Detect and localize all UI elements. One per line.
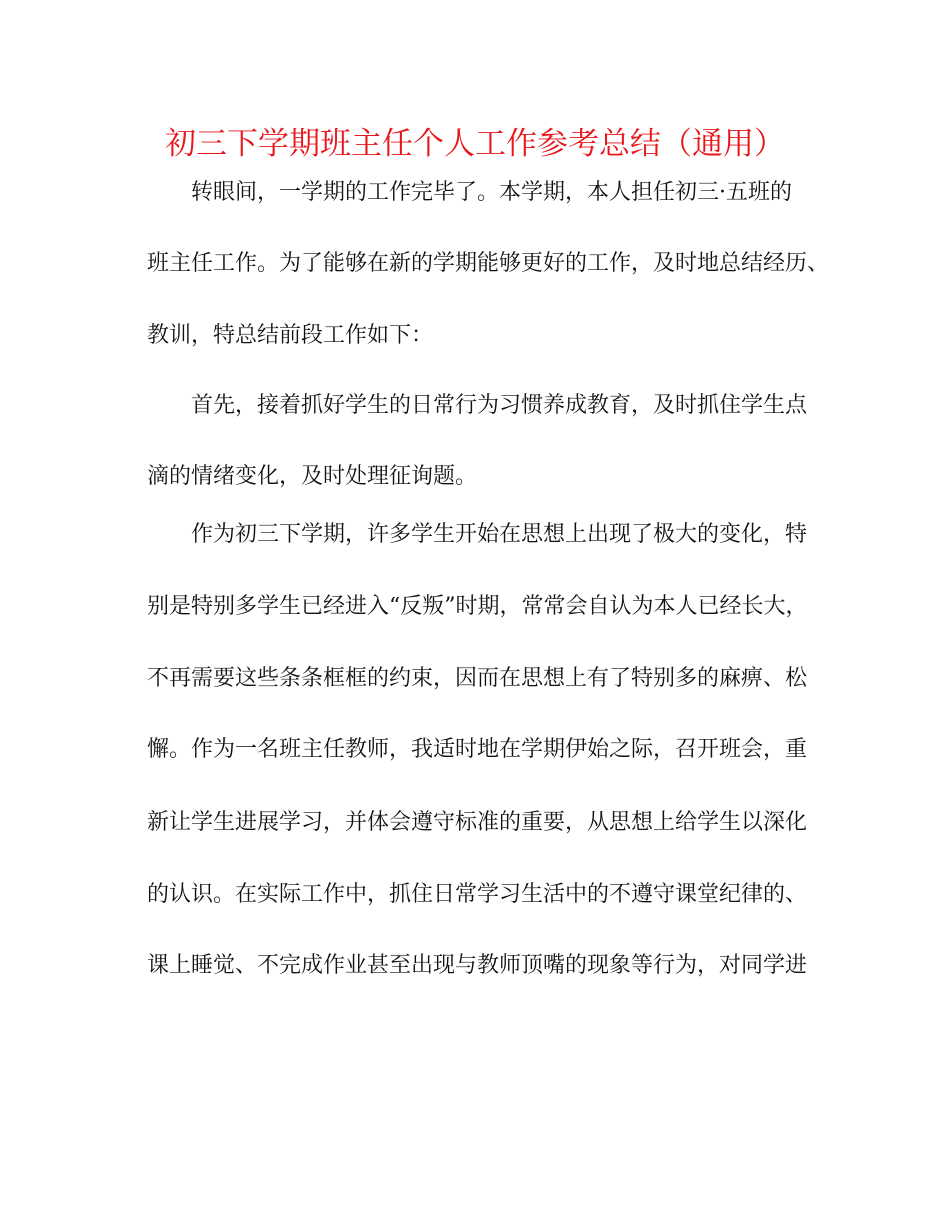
body-line-3: 教训，特总结前段工作如下： xyxy=(147,323,434,348)
document-title: 初三下学期班主任个人工作参考总结（通用） xyxy=(165,126,785,162)
body-line-8: 不再需要这些条条框框的约束，因而在思想上有了特别多的麻痹、松 xyxy=(147,666,808,691)
body-line-2: 班主任工作。为了能够在新的学期能够更好的工作，及时地总结经历、 xyxy=(147,251,830,276)
body-line-9: 懈。作为一名班主任教师，我适时地在学期伊始之际，召开班会，重 xyxy=(147,737,808,762)
body-line-11: 的认识。在实际工作中，抓住日常学习生活中的不遵守课堂纪律的、 xyxy=(147,882,808,907)
body-line-4: 首先，接着抓好学生的日常行为习惯养成教育，及时抓住学生点 xyxy=(191,393,808,418)
body-line-10: 新让学生进展学习，并体会遵守标准的重要，从思想上给学生以深化 xyxy=(147,810,808,835)
body-line-12: 课上睡觉、不完成作业甚至出现与教师顶嘴的现象等行为，对同学进 xyxy=(147,953,808,978)
body-line-7: 别是特别多学生已经进入“反叛”时期，常常会自认为本人已经长大， xyxy=(147,594,808,619)
body-line-1: 转眼间，一学期的工作完毕了。本学期，本人担任初三·五班的 xyxy=(191,180,792,205)
body-line-6: 作为初三下学期，许多学生开始在思想上出现了极大的变化，特 xyxy=(191,522,808,547)
body-line-5: 滴的情绪变化，及时处理征询题。 xyxy=(147,464,478,489)
